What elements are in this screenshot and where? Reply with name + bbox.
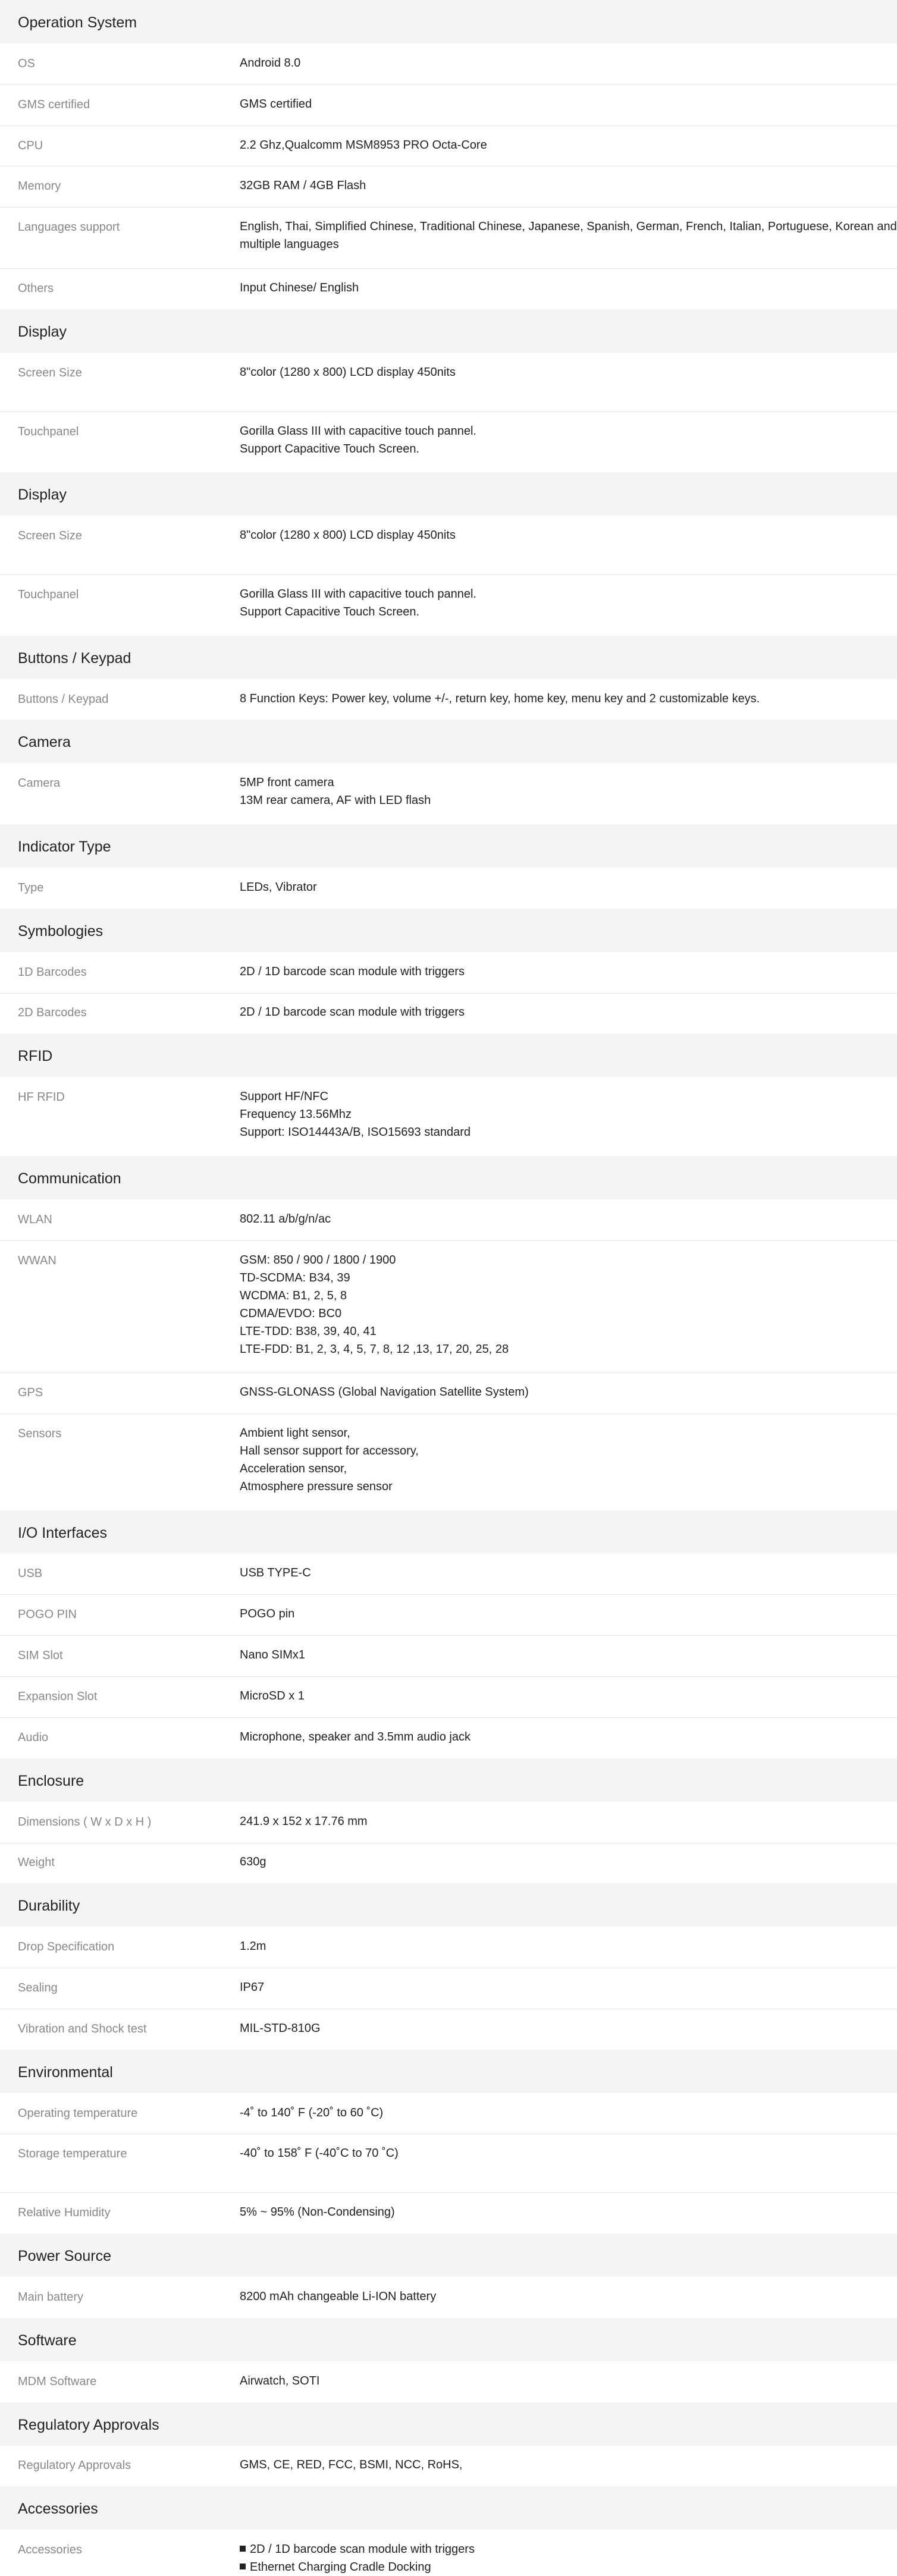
spec-value-line: USB TYPE-C	[240, 1566, 311, 1579]
spec-label: Touchpanel	[18, 588, 79, 601]
section-title: Regulatory Approvals	[18, 2417, 159, 2433]
spec-value-line: LEDs, Vibrator	[240, 881, 317, 894]
section-header	[0, 309, 897, 353]
spec-label: GPS	[18, 1386, 43, 1399]
spec-value-line: 5% ~ 95% (Non-Condensing)	[240, 2206, 395, 2219]
section-header	[0, 1883, 897, 1927]
spec-value-line: GSM: 850 / 900 / 1800 / 1900	[240, 1254, 396, 1267]
spec-value-line: Android 8.0	[240, 56, 301, 70]
spec-value-line: Gorilla Glass III with capacitive touch pannel.	[240, 588, 476, 601]
spec-value	[240, 2288, 882, 2305]
row-divider	[0, 1594, 897, 1595]
spec-value-line: 5MP front camera	[240, 776, 334, 789]
spec-label: Drop Specification	[18, 1940, 115, 1953]
section-header	[0, 1033, 897, 1077]
row-divider	[0, 1717, 897, 1718]
spec-value	[240, 95, 882, 113]
spec-label: Accessories	[18, 2543, 82, 2556]
spec-label: OS	[18, 57, 35, 70]
row-divider	[0, 411, 897, 412]
spec-label: Sealing	[18, 1981, 58, 1994]
spec-value	[240, 2104, 882, 2122]
spec-value-line: 32GB RAM / 4GB Flash	[240, 179, 366, 192]
section-title: Enclosure	[18, 1773, 84, 1789]
spec-label: Regulatory Approvals	[18, 2459, 131, 2472]
spec-value	[240, 1424, 882, 1496]
spec-label: POGO PIN	[18, 1608, 77, 1621]
spec-value-line: Gorilla Glass III with capacitive touch pannel.	[240, 425, 476, 438]
spec-value-line: MicroSD x 1	[240, 1689, 305, 1702]
spec-value	[240, 1728, 882, 1746]
spec-value-line: TD-SCDMA: B34, 39	[240, 1271, 350, 1284]
spec-value-line: POGO pin	[240, 1607, 295, 1620]
spec-value	[240, 1687, 882, 1705]
spec-label: Screen Size	[18, 529, 82, 542]
spec-value-line: Frequency 13.56Mhz	[240, 1108, 352, 1121]
spec-value	[240, 1210, 882, 1228]
spec-value	[240, 1564, 882, 1582]
spec-value	[240, 1605, 882, 1623]
spec-value	[240, 2456, 882, 2474]
spec-value	[240, 1003, 882, 1021]
spec-value-line: Support Capacitive Touch Screen.	[240, 605, 420, 618]
row-divider	[0, 166, 897, 167]
spec-label: Languages support	[18, 221, 120, 234]
spec-value-line: Hall sensor support for accessory,	[240, 1444, 419, 1457]
spec-value-line: 8 Function Keys: Power key, volume +/-, return key, home key, menu key and 2 customizable keys.	[240, 692, 760, 705]
spec-value-line: Nano SIMx1	[240, 1648, 306, 1661]
spec-label: GMS certified	[18, 98, 90, 111]
section-title: Buttons / Keypad	[18, 650, 131, 667]
spec-value	[240, 218, 897, 253]
spec-value	[240, 279, 882, 297]
section-title: Display	[18, 323, 67, 340]
spec-value-line: 241.9 x 152 x 17.76 mm	[240, 1815, 368, 1828]
spec-value-line: Atmosphere pressure sensor	[240, 1480, 393, 1493]
spec-label: USB	[18, 1567, 43, 1580]
row-divider	[0, 268, 897, 269]
spec-label: 2D Barcodes	[18, 1006, 87, 1019]
section-header	[0, 636, 897, 679]
spec-value-line: 8200 mAh changeable Li-ION battery	[240, 2290, 437, 2303]
section-title: Indicator Type	[18, 838, 111, 855]
spec-value	[240, 1088, 882, 1141]
spec-value-line: multiple languages	[240, 238, 339, 251]
section-title: Symbologies	[18, 923, 104, 940]
section-header	[0, 909, 897, 952]
spec-value-line: 2.2 Ghz,Qualcomm MSM8953 PRO Octa-Core	[240, 139, 487, 152]
spec-value	[240, 878, 882, 896]
spec-value-line: GMS certified	[240, 98, 312, 111]
spec-value	[240, 690, 882, 708]
spec-label: Others	[18, 282, 54, 295]
section-title: I/O Interfaces	[18, 1525, 108, 1541]
spec-label: WWAN	[18, 1254, 57, 1267]
spec-label: Audio	[18, 1731, 49, 1744]
spec-label: 1D Barcodes	[18, 966, 87, 979]
section-header	[0, 2233, 897, 2277]
bullet-icon	[240, 2564, 246, 2569]
spec-label: MDM Software	[18, 2375, 97, 2388]
spec-value-line: 8"color (1280 x 800) LCD display 450nits	[240, 366, 456, 379]
spec-value-line: Acceleration sensor,	[240, 1462, 347, 1475]
row-divider	[0, 207, 897, 208]
spec-value	[240, 963, 882, 981]
spec-label: Main battery	[18, 2291, 84, 2304]
spec-label: Memory	[18, 180, 61, 193]
spec-value-line: 2D / 1D barcode scan module with triggers	[240, 965, 465, 978]
section-header	[0, 720, 897, 763]
section-title: Communication	[18, 1170, 121, 1187]
spec-value	[240, 1251, 882, 1358]
spec-value-line: CDMA/EVDO: BC0	[240, 1307, 342, 1320]
section-header	[0, 824, 897, 868]
section-title: RFID	[18, 1048, 53, 1064]
spec-value-line: 8"color (1280 x 800) LCD display 450nits	[240, 529, 456, 542]
row-divider	[0, 993, 897, 994]
spec-label: SIM Slot	[18, 1649, 63, 1662]
spec-value	[240, 2144, 882, 2162]
spec-value-line: Airwatch, SOTI	[240, 2374, 320, 2387]
spec-label: Touchpanel	[18, 425, 79, 438]
spec-value	[240, 1853, 882, 1871]
spec-label: HF RFID	[18, 1091, 65, 1104]
spec-value-line: GMS, CE, RED, FCC, BSMI, NCC, RoHS,	[240, 2458, 463, 2471]
section-title: Display	[18, 486, 67, 503]
spec-label: Camera	[18, 777, 61, 790]
spec-label: WLAN	[18, 1213, 52, 1226]
section-header	[0, 2402, 897, 2446]
spec-label: CPU	[18, 139, 43, 152]
section-header	[0, 0, 897, 43]
row-divider	[0, 1240, 897, 1241]
section-title: Software	[18, 2332, 77, 2349]
row-divider	[0, 84, 897, 85]
bullet-icon	[240, 2546, 246, 2552]
spec-value-line: 1.2m	[240, 1940, 266, 1953]
section-title: Camera	[18, 734, 71, 750]
spec-value-line: -4˚ to 140˚ F (-20˚ to 60 ˚C)	[240, 2106, 384, 2119]
section-header	[0, 472, 897, 516]
spec-value-line: LTE-TDD: B38, 39, 40, 41	[240, 1325, 377, 1338]
spec-value	[240, 526, 882, 544]
spec-label: Screen Size	[18, 366, 82, 379]
spec-value-line: Microphone, speaker and 3.5mm audio jack	[240, 1730, 471, 1743]
spec-value	[240, 1646, 882, 1664]
spec-value	[240, 1937, 882, 1955]
spec-value	[240, 363, 882, 381]
spec-label: Expansion Slot	[18, 1690, 98, 1703]
spec-value	[240, 2203, 882, 2221]
spec-value-line: Input Chinese/ English	[240, 281, 359, 294]
section-header	[0, 2050, 897, 2093]
spec-value-line: -40˚ to 158˚ F (-40˚C to 70 ˚C)	[240, 2147, 399, 2160]
spec-value-line: GNSS-GLONASS (Global Navigation Satellite System)	[240, 1386, 529, 1399]
spec-value-line: 13M rear camera, AF with LED flash	[240, 794, 431, 807]
row-divider	[0, 2192, 897, 2193]
spec-value	[240, 54, 882, 72]
spec-label: Sensors	[18, 1427, 62, 1440]
spec-value	[240, 177, 882, 194]
row-divider	[0, 1635, 897, 1636]
spec-value-line: Support: ISO14443A/B, ISO15693 standard	[240, 1126, 471, 1139]
spec-value	[240, 774, 882, 809]
section-header	[0, 1510, 897, 1554]
section-title: Accessories	[18, 2500, 98, 2517]
section-header	[0, 1156, 897, 1199]
spec-value-line: WCDMA: B1, 2, 5, 8	[240, 1289, 347, 1302]
spec-value-line: 2D / 1D barcode scan module with triggers	[240, 1006, 465, 1019]
section-title: Operation System	[18, 14, 137, 31]
spec-label: Buttons / Keypad	[18, 693, 109, 706]
row-divider	[0, 574, 897, 575]
spec-value	[240, 136, 882, 154]
section-header	[0, 1758, 897, 1802]
spec-value	[240, 2019, 882, 2037]
spec-value	[240, 1812, 882, 1830]
spec-value	[240, 1978, 882, 1996]
spec-value-line: 630g	[240, 1855, 266, 1868]
spec-label: Weight	[18, 1856, 55, 1869]
spec-label: Vibration and Shock test	[18, 2022, 147, 2035]
section-title: Durability	[18, 1898, 80, 1914]
row-divider	[0, 1676, 897, 1677]
spec-value-line: Support Capacitive Touch Screen.	[240, 442, 420, 455]
spec-label: Type	[18, 881, 44, 894]
spec-label: Storage temperature	[18, 2147, 127, 2160]
section-header	[0, 2318, 897, 2361]
row-divider	[0, 125, 897, 126]
row-divider	[0, 1413, 897, 1414]
row-divider	[0, 1372, 897, 1373]
spec-label: Relative Humidity	[18, 2206, 111, 2219]
spec-label: Operating temperature	[18, 2107, 138, 2120]
spec-value-line: Ambient light sensor,	[240, 1427, 350, 1440]
spec-value-line: 2D / 1D barcode scan module with triggers	[240, 2540, 882, 2558]
spec-value-line: IP67	[240, 1981, 265, 1994]
spec-label: Dimensions ( W x D x H )	[18, 1815, 152, 1829]
section-title: Environmental	[18, 2064, 113, 2081]
spec-value-line: Support HF/NFC	[240, 1090, 328, 1103]
spec-value	[240, 422, 882, 458]
spec-value	[240, 585, 882, 621]
spec-value	[240, 2540, 882, 2576]
section-title: Power Source	[18, 2248, 112, 2264]
spec-value	[240, 2372, 882, 2390]
spec-value-line: MIL-STD-810G	[240, 2022, 321, 2035]
spec-value	[240, 1383, 882, 1401]
spec-value-line: English, Thai, Simplified Chinese, Traditional Chinese, Japanese, Spanish, German, French, Italian, Portuguese, Korean and	[240, 220, 897, 233]
spec-value-line: 802.11 a/b/g/n/ac	[240, 1212, 331, 1226]
section-header	[0, 2486, 897, 2530]
spec-value-line: LTE-FDD: B1, 2, 3, 4, 5, 7, 8, 12 ,13, 17, 20, 25, 28	[240, 1343, 509, 1356]
spec-value-line: Ethernet Charging Cradle Docking	[240, 2558, 882, 2576]
